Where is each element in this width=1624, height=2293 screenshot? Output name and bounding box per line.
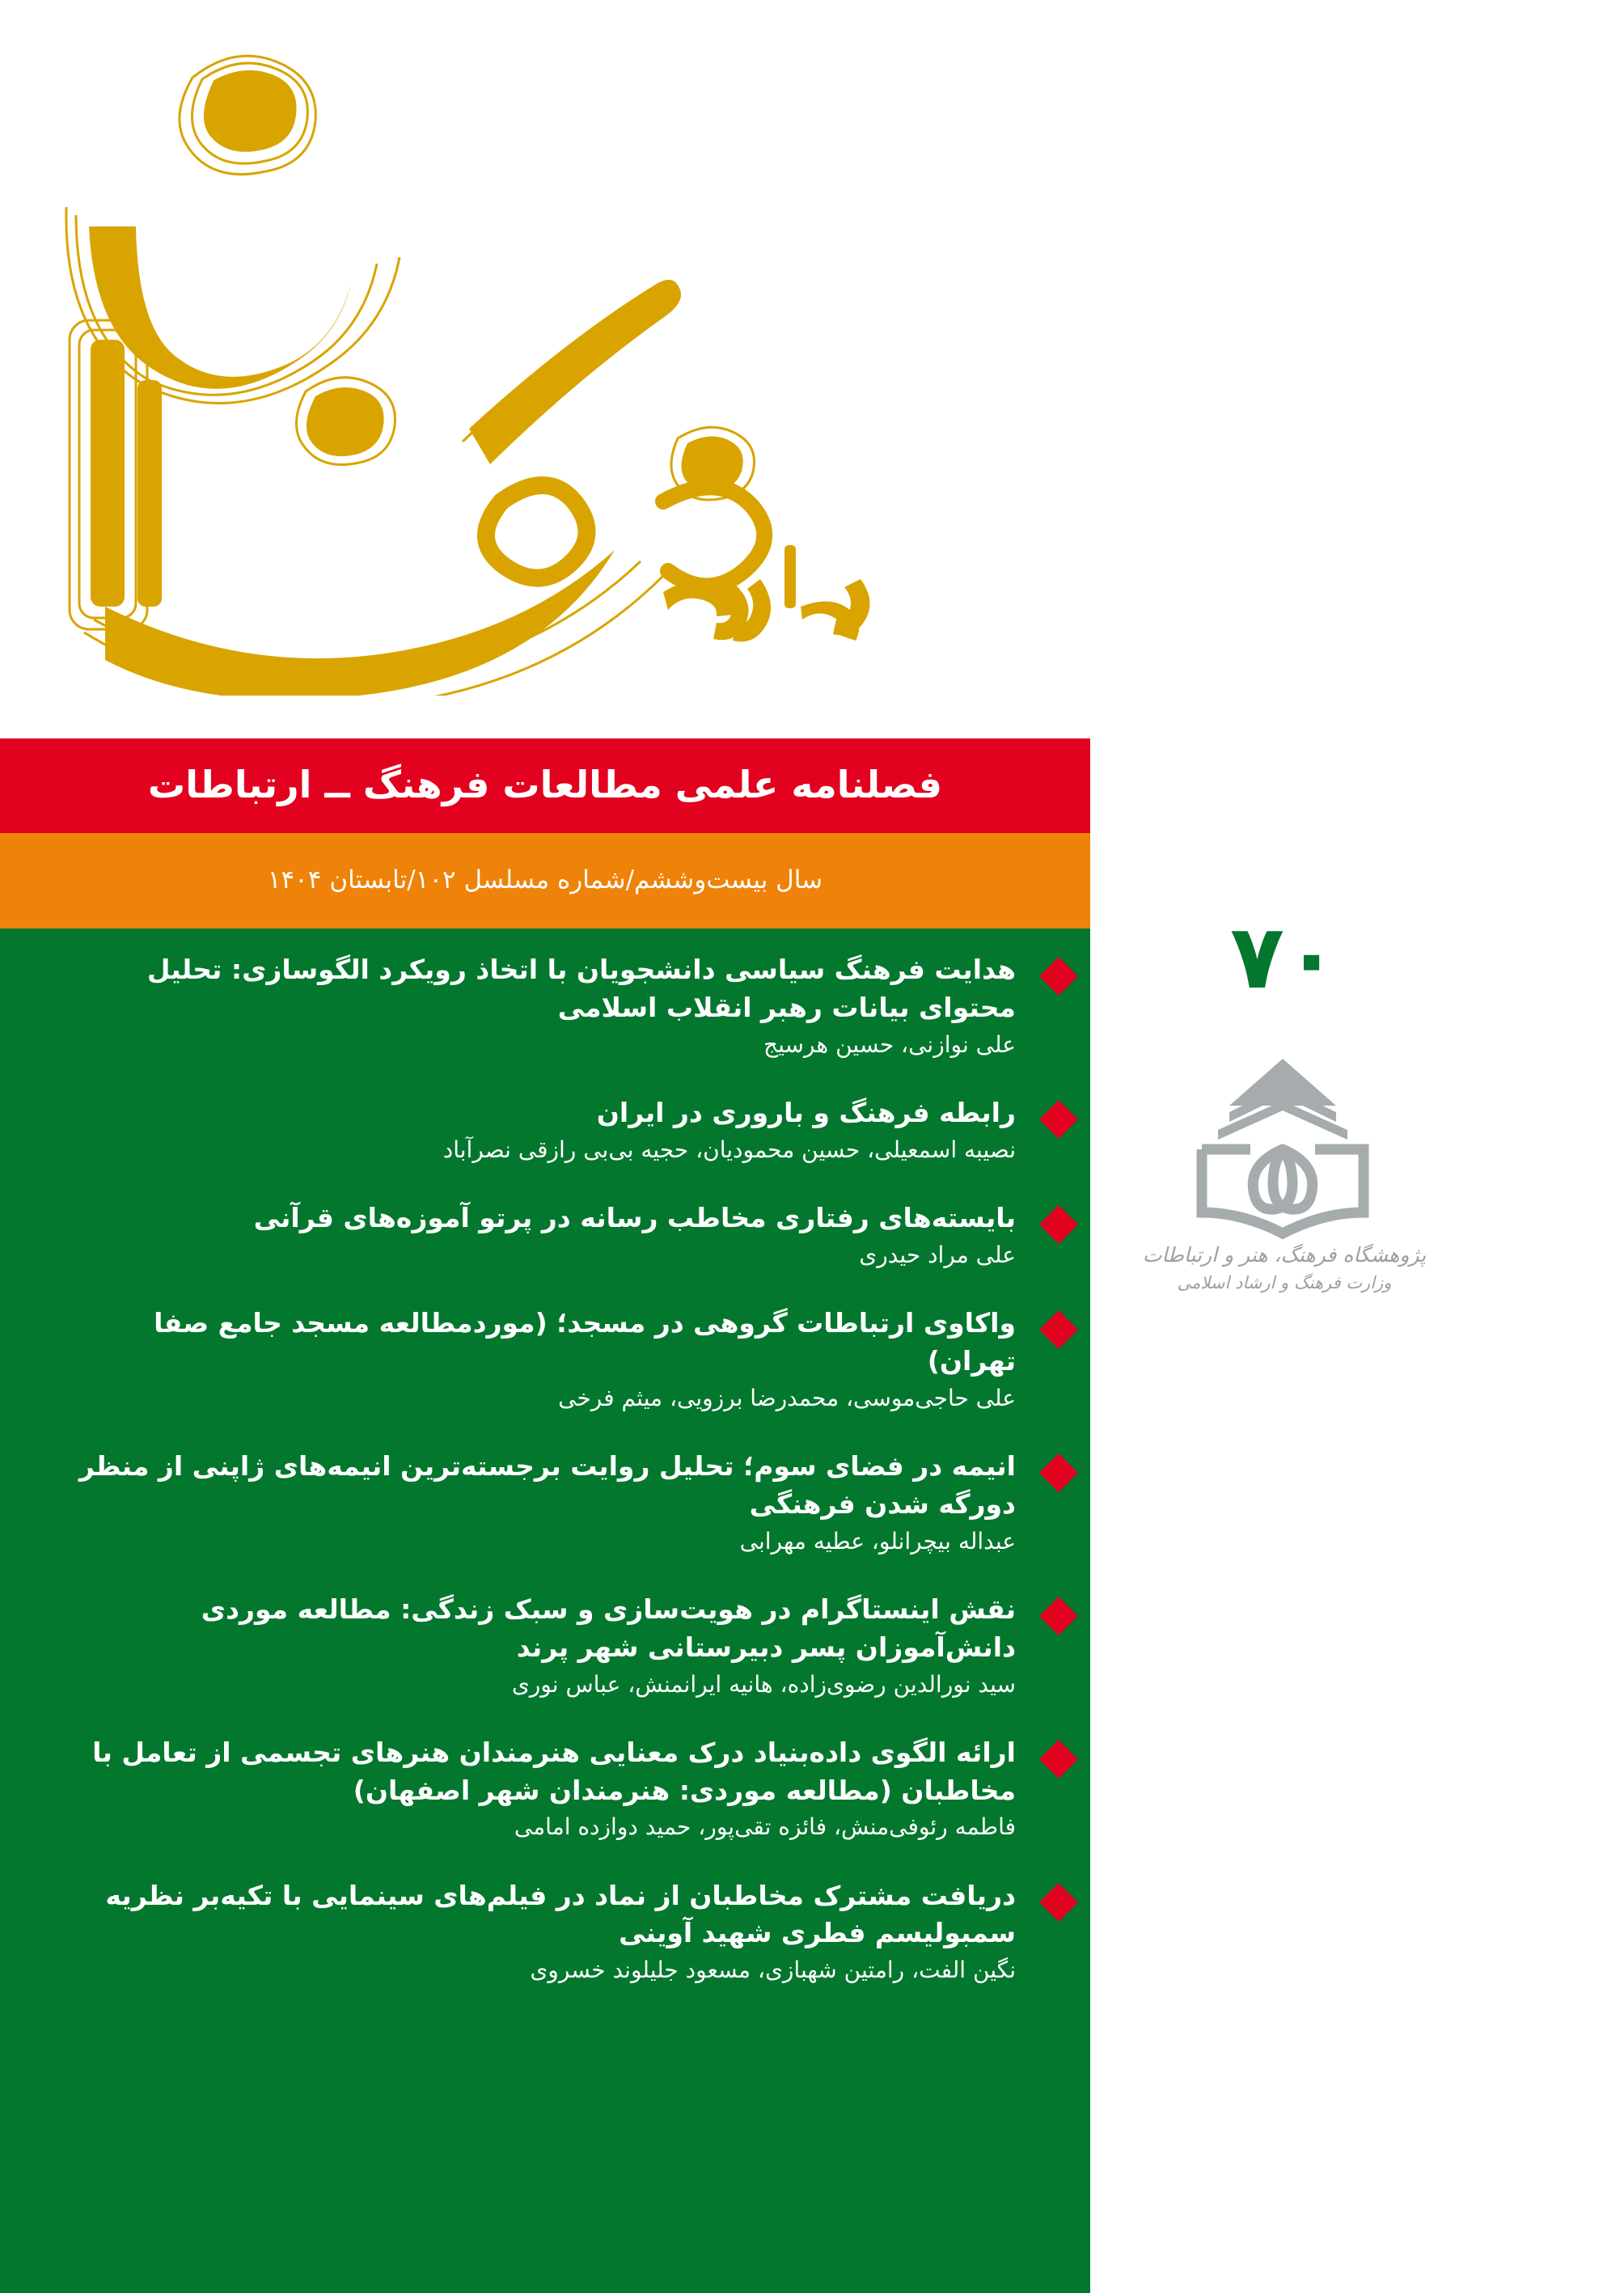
diamond-bullet-icon [1039, 1597, 1078, 1635]
list-item[interactable] [0, 1094, 1090, 1166]
list-item[interactable] [0, 1734, 1090, 1843]
article-authors: علی نوازنی، حسین هرسیج [763, 1030, 1016, 1058]
toc-list [0, 951, 1090, 1986]
article-title: دریافت مشترک مخاطبان از نماد در فیلم‌های سینمایی با تکیه‌بر نظریه سمبولیسم فطری شهید آوینی [105, 1879, 1016, 1949]
publisher-institute: پژوهشگاه فرهنگ، هنر و ارتباطات [1142, 1243, 1427, 1267]
list-item[interactable] [0, 951, 1090, 1060]
article-authors: سید نورالدین رضوی‌زاده، هانیه ایرانمنش، عباس نوری [511, 1670, 1016, 1698]
diamond-bullet-icon [1039, 1453, 1078, 1492]
article-title: واکاوی ارتباطات گروهی در مسجد؛ (موردمطالعه مسجد جامع صفا تهران) [154, 1307, 1016, 1377]
issue-info-banner [0, 833, 1090, 929]
publisher-name-block [1106, 1240, 1462, 1296]
article-authors: نگین الفت، رامتین شهبازی، مسعود جلیلوند خسروی [530, 1957, 1016, 1984]
article-authors: علی حاجی‌موسی، محمدرضا برزویی، میثم فرخی [558, 1384, 1016, 1411]
article-title: نقش اینستاگرام در هویت‌سازی و سبک زندگی: مطالعه موردی دانش‌آموزان پسر دبیرستانی شهر پرند [201, 1593, 1016, 1663]
article-authors: عبداله بیچرانلو، عطیه مهرابی [739, 1527, 1016, 1555]
diamond-bullet-icon [1039, 1310, 1078, 1349]
article-title: رابطه فرهنگ و باروری در ایران [596, 1096, 1016, 1128]
list-item[interactable] [0, 1448, 1090, 1557]
diamond-bullet-icon [1039, 1883, 1078, 1922]
list-item[interactable] [0, 1199, 1090, 1271]
article-title: بایسته‌های رفتاری مخاطب رسانه در پرتو آموزه‌های قرآنی [253, 1201, 1016, 1233]
table-of-contents [0, 929, 1090, 2293]
right-column [1090, 738, 1624, 2293]
list-item[interactable] [0, 1877, 1090, 1986]
diamond-bullet-icon [1039, 1205, 1078, 1244]
article-title: انیمه در فضای سوم؛ تحلیل روایت برجسته‌ترین انیمه‌های ژاپنی از منظر دورگه شدن فرهنگی [78, 1449, 1016, 1520]
issue-info: سال بیست‌وششم/شماره مسلسل ۱۰۲/تابستان ۱۴۰۴ [267, 865, 823, 895]
diamond-bullet-icon [1039, 957, 1078, 996]
article-authors: نصیبه اسمعیلی، حسین محمودیان، حجیه بی‌بی رازقی نصرآباد [442, 1136, 1016, 1163]
article-title: ارائه الگوی داده‌بنیاد درک معنایی هنرمندان هنرهای تجسمی از تعامل با مخاطبان (مطالعه موردی: هنرمندان شهر اصفهان) [92, 1736, 1016, 1806]
list-item[interactable] [0, 1591, 1090, 1700]
publisher-ministry: وزارت فرهنگ و ارشاد اسلامی [1177, 1272, 1392, 1292]
open-book-logo-icon [1178, 1054, 1388, 1248]
journal-subtitle: فصلنامه علمی مطالعات فرهنگ ــ ارتباطات [148, 762, 942, 806]
article-authors: علی مراد حیدری [859, 1241, 1016, 1268]
diamond-bullet-icon [1039, 1100, 1078, 1139]
diamond-bullet-icon [1039, 1740, 1078, 1779]
journal-subtitle-banner [0, 738, 1090, 833]
masthead-calligraphy [49, 49, 906, 696]
masthead [0, 0, 1090, 738]
list-item[interactable] [0, 1305, 1090, 1414]
issue-number: ۷۰ [1229, 905, 1339, 1009]
article-authors: فاطمه رئوفی‌منش، فائزه تقی‌پور، حمید دوازده امامی [514, 1813, 1016, 1841]
article-title: هدایت فرهنگ سیاسی دانشجویان با اتخاذ رویکرد الگوسازی: تحلیل محتوای بیانات رهبر انقلاب اسلامی [146, 954, 1016, 1023]
